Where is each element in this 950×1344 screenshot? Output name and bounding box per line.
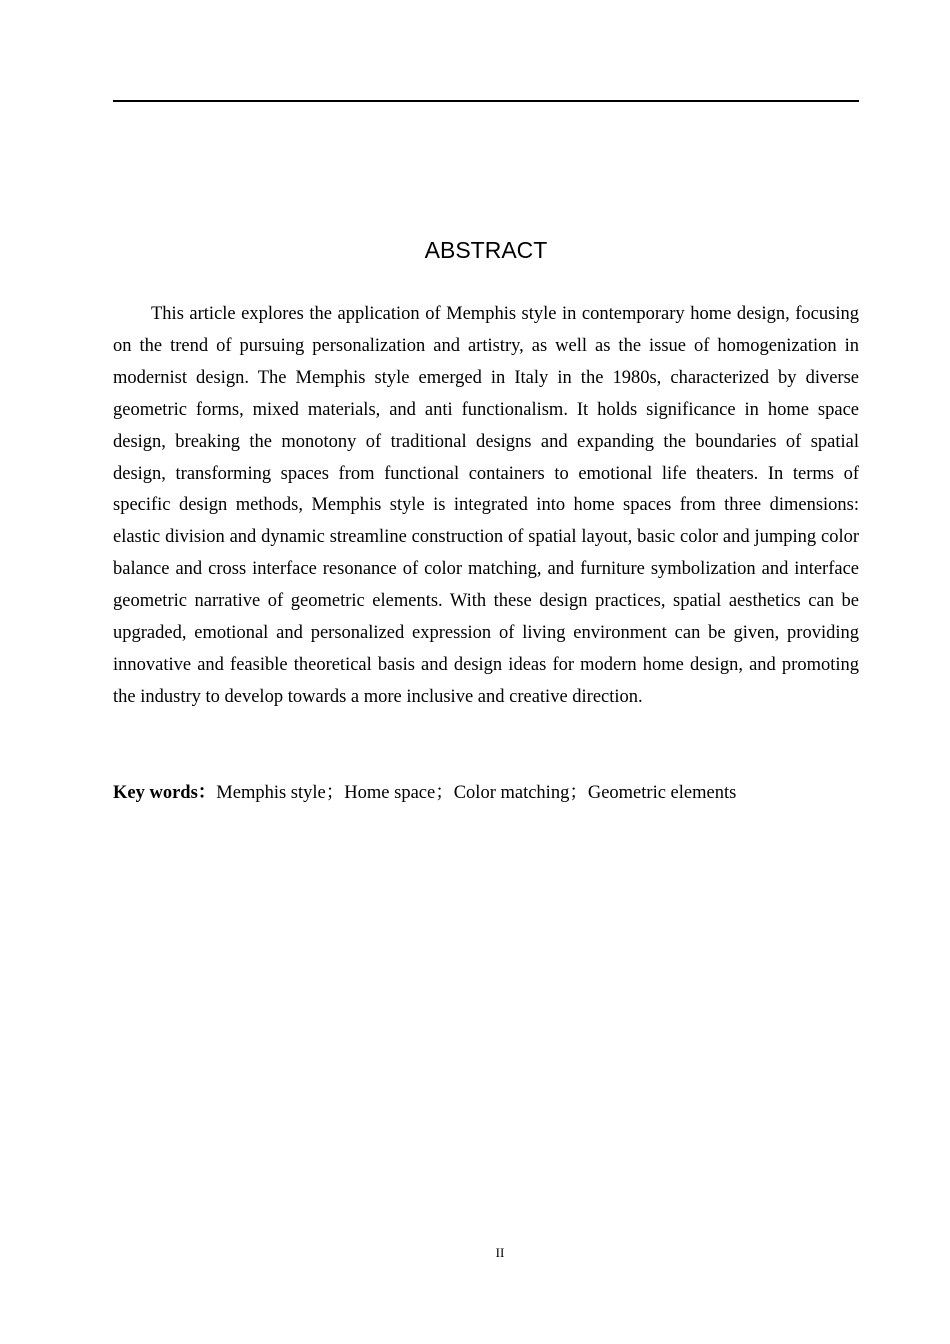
abstract-title: ABSTRACT — [424, 237, 548, 263]
keyword: Geometric elements — [587, 783, 737, 803]
keyword-separator: ； — [435, 783, 454, 803]
page-number: II — [495, 1245, 505, 1260]
keyword-separator: ； — [569, 783, 588, 803]
keyword: Color matching — [453, 783, 570, 803]
header-rule — [113, 100, 859, 102]
keyword: Memphis style — [216, 783, 326, 803]
keywords-label: Key words： — [113, 783, 217, 803]
abstract-body: This article explores the application of Memphis style in contemporary home design, focusing on the trend of pursuing personalization and artistry, as well as the issue of homogenization in modernist design. The Memphis style emerged in Italy in the 1980s, characterized by diverse geometric forms, mixed materials, and anti functionalism. It holds significance in home space design, breaking the monotony of traditional designs and expanding the boundaries of spatial design, transforming spaces from functional containers to emotional life theaters. In terms of specific design methods, Memphis style is integrated into home spaces from three dimensions: elastic division and dynamic streamline construction of spatial layout, basic color and jumping color balance and cross interface resonance of color matching, and furniture symbolization and interface geometric narrative of geometric elements. With these design practices, spatial aesthetics can be upgraded, emotional and personalized expression of living environment can be given, providing innovative and feasible theoretical basis and design ideas for modern home design, and promoting the industry to develop towards a more inclusive and creative direction. — [113, 304, 859, 707]
keywords-line — [113, 778, 859, 810]
keyword: Home space — [344, 783, 436, 803]
keyword-separator: ； — [325, 783, 345, 803]
